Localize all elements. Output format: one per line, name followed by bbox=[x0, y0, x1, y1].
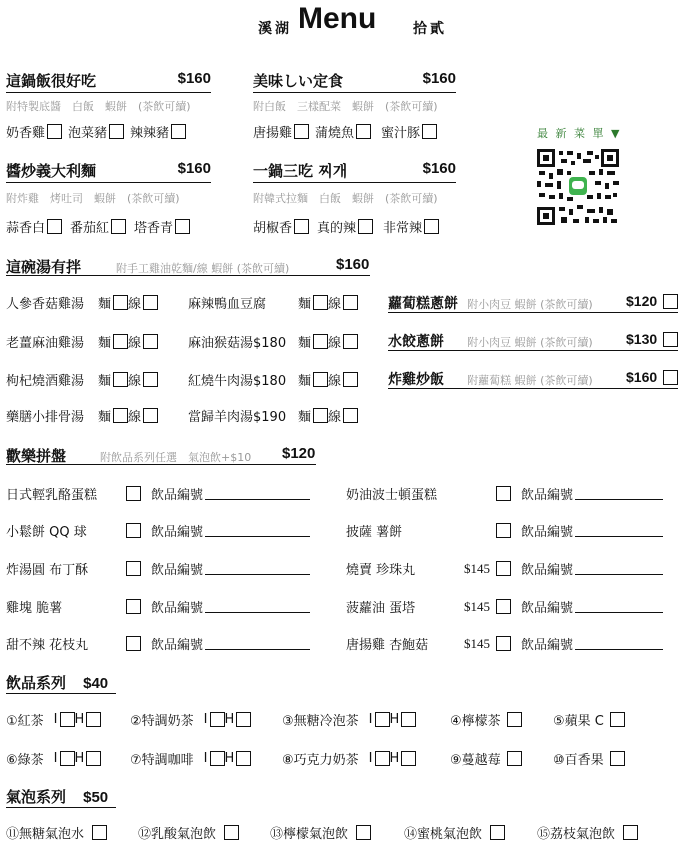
pancake-name: 蘿蔔糕蔥餅 bbox=[388, 296, 458, 312]
ice-checkbox[interactable] bbox=[60, 712, 75, 727]
pancake-price: $160 bbox=[626, 369, 658, 385]
drink-label: ⑤蘋果 C bbox=[553, 714, 604, 729]
set1-options bbox=[6, 122, 186, 141]
set3-opt-checkbox[interactable] bbox=[47, 219, 62, 234]
sparkling-item bbox=[138, 823, 239, 842]
pancake-row bbox=[388, 331, 678, 351]
hot-label: H bbox=[389, 712, 400, 727]
platter-checkbox[interactable] bbox=[496, 599, 511, 614]
sparkling-label: ⑪無糖氣泡水 bbox=[6, 827, 85, 842]
line-label: 線 bbox=[328, 297, 342, 312]
drink-label: ⑥綠茶 bbox=[6, 753, 44, 768]
pancake-price: $130 bbox=[626, 331, 658, 347]
hot-label: H bbox=[74, 712, 85, 727]
drink-number-field[interactable] bbox=[575, 637, 663, 650]
noodle-checkbox[interactable] bbox=[313, 408, 328, 423]
set2-opt-checkbox[interactable] bbox=[422, 124, 437, 139]
line-label: 線 bbox=[328, 374, 342, 389]
ice-label: I bbox=[53, 751, 58, 766]
set3-name: 醬炒義大利麵 bbox=[6, 162, 97, 180]
set3-opt-label: 蒜香白 bbox=[6, 221, 46, 236]
soup-mid-label: 麻辣鴨血豆腐 bbox=[188, 297, 267, 312]
pancake-note: 附蘿蔔糕 蝦餅 (茶飲可續) bbox=[467, 374, 593, 387]
soup-mid-label: 紅燒牛肉湯$180 bbox=[188, 374, 287, 389]
platter-item: 披薩 薯餅 bbox=[346, 525, 403, 540]
drink-checkbox[interactable] bbox=[610, 751, 625, 766]
drink-number-label: 飲品編號 bbox=[151, 601, 204, 616]
sparkling-label: ⑫乳酸氣泡飲 bbox=[138, 827, 217, 842]
pancake-checkbox[interactable] bbox=[663, 294, 678, 309]
soup-left-label: 老薑麻油雞湯 bbox=[6, 336, 85, 351]
soup-mid-label: 當歸羊肉湯$190 bbox=[188, 410, 287, 425]
pancake-note: 附小肉豆 蝦餅 (茶飲可續) bbox=[467, 298, 593, 311]
set2-name: 美味しい定食 bbox=[253, 72, 344, 90]
drink-label: ②特調奶茶 bbox=[130, 714, 194, 729]
noodle-checkbox[interactable] bbox=[113, 408, 128, 423]
set3-opt-label: 番茄紅 bbox=[70, 221, 110, 236]
noodle-checkbox[interactable] bbox=[113, 334, 128, 349]
soup-row bbox=[188, 293, 358, 312]
ice-label: I bbox=[368, 751, 373, 766]
line-checkbox[interactable] bbox=[343, 372, 358, 387]
line-label: 線 bbox=[128, 374, 142, 389]
sparkling-item bbox=[270, 823, 371, 842]
soup-left-label: 枸杞燒酒雞湯 bbox=[6, 374, 85, 389]
drinks-row bbox=[553, 710, 625, 729]
platter-checkbox[interactable] bbox=[126, 523, 141, 538]
ice-label: I bbox=[203, 751, 208, 766]
line-label: 線 bbox=[128, 297, 142, 312]
platter-item: 炸湯圓 布丁酥 bbox=[6, 563, 89, 578]
header-right: 拾貳 bbox=[413, 21, 447, 37]
set4-opt-label: 真的辣 bbox=[317, 221, 357, 236]
line-checkbox[interactable] bbox=[143, 295, 158, 310]
pancake-name: 炸雞炒飯 bbox=[388, 372, 444, 388]
drink-number-label: 飲品編號 bbox=[521, 488, 574, 503]
platter-item: 菠蘿油 蛋塔 bbox=[346, 601, 416, 616]
platter-name: 歡樂拼盤 bbox=[6, 447, 67, 465]
sparkling-price: $50 bbox=[83, 789, 109, 806]
noodle-label: 麵 bbox=[98, 336, 112, 351]
noodle-label: 麵 bbox=[298, 336, 312, 351]
sparkling-item bbox=[537, 823, 638, 842]
set1-opt-checkbox[interactable] bbox=[109, 124, 124, 139]
sparkling-label: ⑬檸檬氣泡飲 bbox=[270, 827, 349, 842]
platter-checkbox[interactable] bbox=[496, 636, 511, 651]
soup-row bbox=[188, 406, 358, 425]
noodle-label: 麵 bbox=[98, 297, 112, 312]
soup-left-label: 人參香菇雞湯 bbox=[6, 297, 85, 312]
drink-number-label: 飲品編號 bbox=[521, 601, 574, 616]
drinks-price: $40 bbox=[83, 675, 109, 692]
platter-checkbox[interactable] bbox=[126, 561, 141, 576]
line-checkbox[interactable] bbox=[143, 334, 158, 349]
ice-checkbox[interactable] bbox=[375, 712, 390, 727]
sparkling-checkbox[interactable] bbox=[92, 825, 107, 840]
set4-heading bbox=[253, 160, 456, 183]
ice-checkbox[interactable] bbox=[60, 751, 75, 766]
hot-checkbox[interactable] bbox=[86, 751, 101, 766]
noodle-checkbox[interactable] bbox=[113, 372, 128, 387]
set3-note: 附炸雞 烤吐司 蝦餅 (茶飲可續) bbox=[6, 192, 180, 205]
noodle-checkbox[interactable] bbox=[313, 295, 328, 310]
soup-row bbox=[188, 370, 358, 389]
drink-number-label: 飲品編號 bbox=[151, 638, 204, 653]
noodle-label: 麵 bbox=[98, 374, 112, 389]
drink-number-label: 飲品編號 bbox=[521, 563, 574, 578]
noodle-label: 麵 bbox=[298, 410, 312, 425]
platter-item: 唐揚雞 杏鮑菇 bbox=[346, 638, 429, 653]
drink-number-field[interactable] bbox=[575, 562, 663, 575]
sparkling-label: ⑭蜜桃氣泡飲 bbox=[404, 827, 483, 842]
platter-underline bbox=[6, 464, 316, 465]
pancake-checkbox[interactable] bbox=[663, 332, 678, 347]
sparkling-heading bbox=[6, 786, 116, 808]
line-checkbox[interactable] bbox=[343, 408, 358, 423]
drink-number-field[interactable] bbox=[205, 524, 310, 537]
drinks-heading bbox=[6, 672, 116, 694]
set1-price: $160 bbox=[177, 70, 211, 87]
set1-opt-checkbox[interactable] bbox=[171, 124, 186, 139]
drink-label: ⑦特調咖啡 bbox=[130, 753, 194, 768]
platter-row bbox=[6, 559, 310, 578]
drinks-row bbox=[130, 749, 251, 768]
platter-checkbox[interactable] bbox=[126, 599, 141, 614]
platter-checkbox[interactable] bbox=[126, 636, 141, 651]
set4-price: $160 bbox=[422, 160, 456, 177]
sparkling-checkbox[interactable] bbox=[224, 825, 239, 840]
platter-row bbox=[346, 484, 663, 503]
soup-row bbox=[6, 332, 158, 351]
hot-label: H bbox=[74, 751, 85, 766]
line-label: 線 bbox=[128, 410, 142, 425]
noodle-label: 麵 bbox=[298, 297, 312, 312]
sparkling-name: 氣泡系列 bbox=[6, 788, 67, 806]
line-label: 線 bbox=[328, 410, 342, 425]
platter-row bbox=[346, 559, 663, 578]
set1-opt-label: 奶香雞 bbox=[6, 126, 46, 141]
hot-checkbox[interactable] bbox=[236, 751, 251, 766]
sparkling-checkbox[interactable] bbox=[356, 825, 371, 840]
drink-label: ④檸檬茶 bbox=[450, 714, 501, 729]
drink-number-label: 飲品編號 bbox=[521, 525, 574, 540]
platter-price: $120 bbox=[282, 445, 316, 462]
sparkling-label: ⑮荔枝氣泡飲 bbox=[537, 827, 616, 842]
noodle-checkbox[interactable] bbox=[313, 334, 328, 349]
drinks-row bbox=[450, 710, 522, 729]
drink-checkbox[interactable] bbox=[610, 712, 625, 727]
set3-opt-checkbox[interactable] bbox=[175, 219, 190, 234]
drink-number-label: 飲品編號 bbox=[151, 563, 204, 578]
pancake-checkbox[interactable] bbox=[663, 370, 678, 385]
set2-opt-checkbox[interactable] bbox=[294, 124, 309, 139]
latest-menu-label: 最 新 菜 單 ▼ bbox=[537, 127, 622, 140]
set4-opt-label: 非常辣 bbox=[383, 221, 423, 236]
platter-checkbox[interactable] bbox=[496, 486, 511, 501]
platter-row bbox=[6, 484, 310, 503]
soup-heading bbox=[6, 256, 81, 277]
soup-left-label: 藥膳小排骨湯 bbox=[6, 410, 85, 425]
platter-checkbox[interactable] bbox=[496, 523, 511, 538]
drink-number-field[interactable] bbox=[205, 600, 310, 613]
hot-checkbox[interactable] bbox=[236, 712, 251, 727]
platter-row bbox=[346, 521, 663, 540]
noodle-checkbox[interactable] bbox=[313, 372, 328, 387]
hot-label: H bbox=[224, 751, 235, 766]
platter-item: 甜不辣 花枝丸 bbox=[6, 638, 89, 653]
set1-opt-checkbox[interactable] bbox=[47, 124, 62, 139]
set1-opt-label: 泡菜豬 bbox=[68, 126, 108, 141]
drink-checkbox[interactable] bbox=[507, 712, 522, 727]
platter-note: 附飲品系列任選 氣泡飲+$10 bbox=[100, 451, 252, 464]
set2-options bbox=[253, 122, 437, 141]
soup-name: 這碗湯有拌 bbox=[6, 258, 82, 276]
sparkling-checkbox[interactable] bbox=[623, 825, 638, 840]
platter-row bbox=[346, 597, 663, 616]
drink-number-field[interactable] bbox=[575, 600, 663, 613]
soup-row bbox=[6, 293, 158, 312]
soup-row bbox=[6, 370, 158, 389]
set2-opt-checkbox[interactable] bbox=[356, 124, 371, 139]
drink-number-label: 飲品編號 bbox=[521, 638, 574, 653]
ice-label: I bbox=[53, 712, 58, 727]
sparkling-item bbox=[404, 823, 505, 842]
platter-item-price: $145 bbox=[464, 560, 490, 576]
hot-checkbox[interactable] bbox=[401, 751, 416, 766]
platter-row bbox=[6, 521, 310, 540]
platter-item-price: $145 bbox=[464, 598, 490, 614]
drink-label: ⑨蔓越莓 bbox=[450, 753, 501, 768]
pancake-note: 附小肉豆 蝦餅 (茶飲可續) bbox=[467, 336, 593, 349]
soup-underline bbox=[6, 275, 370, 276]
soup-row bbox=[188, 332, 358, 351]
drink-number-field[interactable] bbox=[205, 487, 310, 500]
drink-label: ③無糖冷泡茶 bbox=[282, 714, 359, 729]
pancake-row bbox=[388, 369, 678, 389]
set2-opt-label: 蜜汁豚 bbox=[381, 126, 421, 141]
set2-opt-label: 蒲燒魚 bbox=[315, 126, 355, 141]
hot-label: H bbox=[389, 751, 400, 766]
drink-number-label: 飲品編號 bbox=[151, 488, 204, 503]
platter-row bbox=[346, 634, 663, 653]
noodle-checkbox[interactable] bbox=[113, 295, 128, 310]
set1-note: 附特製底醬 白飯 蝦餅 (茶飲可續) bbox=[6, 100, 191, 113]
pancake-price: $120 bbox=[626, 293, 658, 309]
set3-opt-label: 塔香青 bbox=[134, 221, 174, 236]
line-label: 線 bbox=[328, 336, 342, 351]
set2-note: 附白飯 三樣配菜 蝦餅 (茶飲可續) bbox=[253, 100, 438, 113]
ice-checkbox[interactable] bbox=[375, 751, 390, 766]
hot-checkbox[interactable] bbox=[401, 712, 416, 727]
soup-row bbox=[6, 406, 158, 425]
set4-opt-label: 胡椒香 bbox=[253, 221, 293, 236]
set4-name: 一鍋三吃 찌개 bbox=[253, 162, 348, 180]
drink-label: ⑧巧克力奶茶 bbox=[282, 753, 359, 768]
platter-checkbox[interactable] bbox=[126, 486, 141, 501]
header-left: 溪湖 bbox=[258, 21, 292, 37]
noodle-label: 麵 bbox=[98, 410, 112, 425]
platter-checkbox[interactable] bbox=[496, 561, 511, 576]
platter-item: 日式輕乳酪蛋糕 bbox=[6, 488, 98, 503]
set1-opt-label: 辣辣豬 bbox=[130, 126, 170, 141]
set4-opt-checkbox[interactable] bbox=[294, 219, 309, 234]
drinks-row bbox=[553, 749, 625, 768]
platter-item: 奶油波士頓蛋糕 bbox=[346, 488, 438, 503]
drink-number-field[interactable] bbox=[575, 524, 663, 537]
platter-row bbox=[6, 597, 310, 616]
hot-checkbox[interactable] bbox=[86, 712, 101, 727]
sparkling-checkbox[interactable] bbox=[490, 825, 505, 840]
set3-price: $160 bbox=[177, 160, 211, 177]
set4-opt-checkbox[interactable] bbox=[424, 219, 439, 234]
platter-item-price: $145 bbox=[464, 635, 490, 651]
sparkling-item bbox=[6, 823, 107, 842]
drink-number-field[interactable] bbox=[575, 487, 663, 500]
ice-checkbox[interactable] bbox=[210, 751, 225, 766]
set2-price: $160 bbox=[422, 70, 456, 87]
platter-row bbox=[6, 634, 310, 653]
drink-number-field[interactable] bbox=[205, 637, 310, 650]
drinks-row bbox=[282, 749, 416, 768]
drinks-row bbox=[6, 710, 101, 729]
set3-heading bbox=[6, 160, 211, 183]
set3-opt-checkbox[interactable] bbox=[111, 219, 126, 234]
set3-options bbox=[6, 217, 190, 236]
line-checkbox[interactable] bbox=[343, 295, 358, 310]
ice-label: I bbox=[368, 712, 373, 727]
hot-label: H bbox=[224, 712, 235, 727]
line-checkbox[interactable] bbox=[143, 372, 158, 387]
drinks-row bbox=[6, 749, 101, 768]
soup-price: $160 bbox=[336, 256, 370, 273]
set1-name: 這鍋飯很好吃 bbox=[6, 72, 97, 90]
pancake-name: 水餃蔥餅 bbox=[388, 334, 444, 350]
platter-item: 燒賣 珍珠丸 bbox=[346, 563, 416, 578]
pancake-row bbox=[388, 293, 678, 313]
drink-number-field[interactable] bbox=[205, 562, 310, 575]
drinks-row bbox=[130, 710, 251, 729]
soup-mid-label: 麻油猴菇湯$180 bbox=[188, 336, 287, 351]
drink-label: ①紅茶 bbox=[6, 714, 44, 729]
set4-opt-checkbox[interactable] bbox=[358, 219, 373, 234]
soup-note: 附手工雞油乾麵/線 蝦餅 (茶飲可續) bbox=[116, 262, 290, 275]
page-title: Menu bbox=[298, 2, 377, 35]
drinks-row bbox=[282, 710, 416, 729]
platter-item: 雞塊 脆薯 bbox=[6, 601, 63, 616]
line-checkbox[interactable] bbox=[143, 408, 158, 423]
set4-note: 附韓式拉麵 白飯 蝦餅 (茶飲可續) bbox=[253, 192, 438, 205]
drink-number-label: 飲品編號 bbox=[151, 525, 204, 540]
drinks-row bbox=[450, 749, 522, 768]
set4-options bbox=[253, 217, 439, 236]
ice-checkbox[interactable] bbox=[210, 712, 225, 727]
set1-heading bbox=[6, 70, 211, 93]
drinks-name: 飲品系列 bbox=[6, 674, 67, 692]
set2-opt-label: 唐揚雞 bbox=[253, 126, 293, 141]
line-label: 線 bbox=[128, 336, 142, 351]
drink-checkbox[interactable] bbox=[507, 751, 522, 766]
ice-label: I bbox=[203, 712, 208, 727]
line-checkbox[interactable] bbox=[343, 334, 358, 349]
drink-label: ⑩百香果 bbox=[553, 753, 604, 768]
platter-heading bbox=[6, 445, 66, 466]
noodle-label: 麵 bbox=[298, 374, 312, 389]
platter-item: 小鬆餅 QQ 球 bbox=[6, 525, 87, 540]
set2-heading bbox=[253, 70, 456, 93]
qr-code-icon[interactable] bbox=[537, 149, 619, 225]
